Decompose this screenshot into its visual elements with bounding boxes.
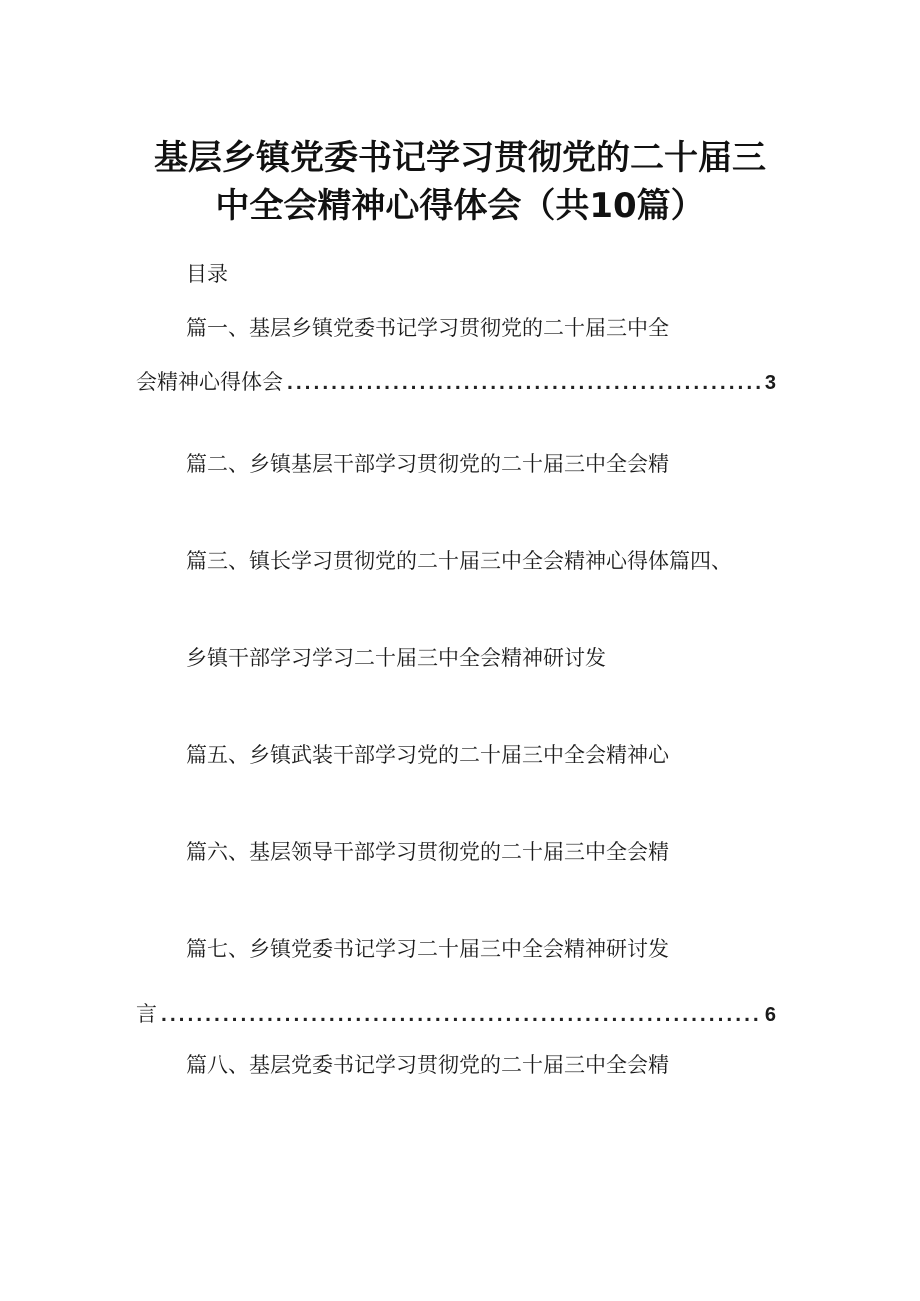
toc-entry-1-text: 会精神心得体会: [136, 370, 283, 394]
toc-entry-8[interactable]: 篇八、基层党委书记学习贯彻党的二十届三中全会精: [186, 1053, 669, 1077]
toc-entry-4[interactable]: 乡镇干部学习学习二十届三中全会精神研讨发: [186, 646, 606, 670]
toc-entry-1-page-number: 3: [764, 372, 776, 394]
toc-entry-1-line-1[interactable]: 篇一、基层乡镇党委书记学习贯彻党的二十届三中全: [186, 316, 669, 340]
toc-entry-6[interactable]: 篇六、基层领导干部学习贯彻党的二十届三中全会精: [186, 840, 669, 864]
dot-leader: [161, 999, 761, 1031]
document-title-line-1: 基层乡镇党委书记学习贯彻党的二十届三: [154, 138, 766, 178]
toc-entry-2[interactable]: 篇二、乡镇基层干部学习贯彻党的二十届三中全会精: [186, 452, 669, 476]
toc-entry-1-line-2[interactable]: [136, 366, 776, 399]
toc-heading: 目录: [186, 262, 228, 286]
dot-leader: [287, 367, 761, 399]
toc-entry-7-line-2[interactable]: [136, 998, 776, 1031]
document-title-line-2: 中全会精神心得体会（共10篇）: [215, 186, 705, 226]
toc-entry-3[interactable]: 篇三、镇长学习贯彻党的二十届三中全会精神心得体篇四、: [186, 549, 732, 573]
toc-entry-7-page-number: 6: [764, 1004, 776, 1026]
toc-entry-5[interactable]: 篇五、乡镇武装干部学习党的二十届三中全会精神心: [186, 743, 669, 767]
toc-entry-7-text: 言: [136, 1002, 157, 1026]
toc-entry-7-line-1[interactable]: 篇七、乡镇党委书记学习二十届三中全会精神研讨发: [186, 937, 669, 961]
